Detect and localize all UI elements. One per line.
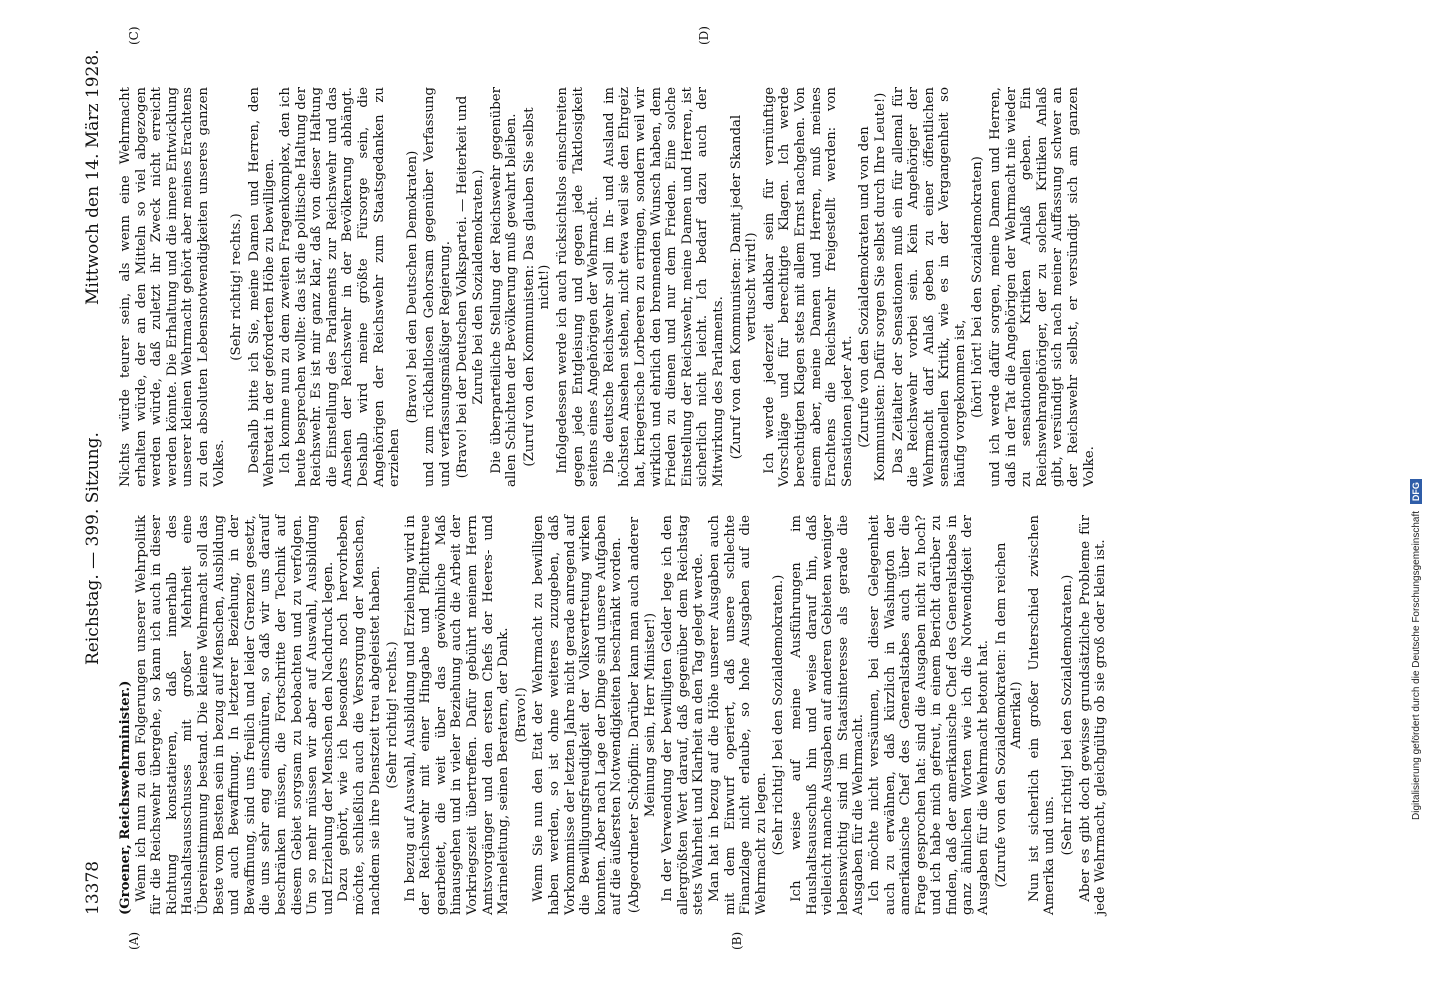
interjection: (Bravo!) — [513, 687, 529, 743]
paragraph: Die deutsche Reichswehr soll im In- und Ausland im höchsten Ansehen stehen, nicht etwa weil sie den Ehrgeiz hat, kriegerische Lorbeeren zu erringen, sondern weil wir wirklich und ehrlich den brennenden Wunsch haben, dem Frieden zu dienen und nur dem Frieden. Eine solche Einstellung der Reichswehr, meine Damen und Herren, ist sicherlich nicht leicht. Ich bedarf dazu auch der Mitwirkung des Parlaments. — [601, 87, 726, 487]
interjection: (hört! hört! bei den Sozialdemokraten) — [970, 156, 986, 418]
margin-marker-b: (B) — [730, 931, 744, 950]
paragraph: Deshalb bitte ich Sie, meine Damen und Herren, den Wehretat in der geforderten Höhe zu bewilligen. — [246, 87, 278, 487]
interjection: (Sehr richtig! rechts.) — [385, 641, 401, 789]
paragraph: Das Zeitalter der Sensationen muß ein für allemal für die Reichswehr vorbei sein. Kein Angehöriger der Wehrmacht darf Anlaß geben zu einer öffentlichen sensationellen Kritik, wie es in der Vergangenheit so häufig vorgekommen ist, — [890, 87, 968, 487]
right-column — [118, 87, 1308, 487]
paragraph: Nichts würde teurer sein, als wenn eine Wehrmacht erhalten würde, der an den Mitteln so viel abgezogen werden würde, daß zuletzt ihr Zweck nicht erreicht werden könnte. Die Erhaltung und die innere Entwicklung unserer kleinen Wehrmacht gehört aber meines Erachtens zu den absoluten Lebensnotwendigkeiten unseres ganzen Volkes. — [118, 87, 227, 487]
interjection: (Zuruf von den Kommunisten: Damit jeder Skandal vertuscht wird!) — [728, 114, 760, 460]
margin-marker-c: (C) — [127, 26, 141, 45]
interjection: (Zurufe von den Sozialdemokraten: In dem reichen Amerika!) — [993, 542, 1025, 888]
paragraph: Die überparteiliche Stellung der Reichswehr gegenüber allen Schichten der Bevölkerung muß gewahrt bleiben. — [488, 87, 520, 487]
interjection: (Zurufe von den Sozialdemokraten und von den Kommunisten: Dafür sorgen Sie selbst durch Ihre Leute!) — [857, 92, 888, 482]
session-date: Mittwoch den 14. März 1928. — [83, 49, 103, 305]
interjection: (Sehr richtig! bei den Sozialdemokraten.) — [771, 574, 787, 856]
left-column — [118, 515, 1308, 915]
margin-marker-a: (A) — [127, 931, 141, 950]
paragraph: Nun ist sicherlich ein großer Unterschied zwischen Amerika und uns. — [1026, 515, 1058, 915]
paragraph: Ich werde jederzeit dankbar sein für vernünftige Vorschläge und für berechtigte Klagen. Ich werde berechtigten Klagen stets mit allem Ernst nachgehen. Von einem aber, meine Damen und Herren, muß meines Erachtens die Reichswehr freigestellt werden: von Sensationen jeder Art. — [761, 87, 855, 487]
paragraph: Wenn ich nun zu den Folgerungen unserer Wehrpolitik für die Reichswehr übergehe, so kann ich auch in dieser Richtung konstatieren, daß innerhalb des Haushaltsausschusses mit großer Mehrheit eine Übereinstimmung bestand. Die kleine Wehrmacht soll das Beste vom Besten sein in bezug auf Menschen, Ausbildung und auch Bewaffnung. In letzterer Beziehung, in der Bewaffnung, sind uns freilich und leider Grenzen gesetzt, die uns sehr eng einschnüren, so daß wir uns darauf beschränken müssen, die Fortschritte der Technik auf diesem Gebiet sorgsam zu beobachten und zu verfolgen. Um so mehr müssen wir aber auf Auswahl, Ausbildung und Erziehung der Menschen den Nachdruck legen. — [133, 515, 336, 915]
paragraph: Infolgedessen werde ich auch rücksichtslos einschreiten gegen jede Entgleisung und gegen jede Taktlosigkeit seitens eines Angehörigen der Wehrmacht. — [555, 87, 602, 487]
paragraph: Man hat in bezug auf die Höhe unserer Ausgaben auch mit dem Einwurf operiert, daß unsere schlechte Finanzlage nicht erlaube, so hohe Ausgaben auf die Wehrmacht zu legen. — [706, 515, 769, 915]
paragraph: und zum rückhaltlosen Gehorsam gegenüber Verfassung und verfassungsmäßiger Regierung. — [422, 87, 453, 487]
speaker-label: (Groener, Reichswehrminister.) — [118, 680, 133, 915]
interjection: (Abgeordneter Schöpflin: Darüber kann man auch anderer Meinung sein, Herr Minister!) — [627, 516, 658, 914]
margin-marker-d: (D) — [697, 26, 711, 45]
session-title: Reichstag. — 399. Sitzung. — [83, 432, 103, 665]
page-number: 13378 — [83, 860, 103, 915]
paragraph: Aber es gibt doch gewisse grundsätzliche Probleme für jede Wehrmacht, gleichgültig ob sie groß oder klein ist. — [1077, 515, 1109, 915]
interjection: (Zuruf von den Kommunisten: Das glauben Sie selbst nicht!) — [521, 107, 553, 467]
paragraph: In der Verwendung der bewilligten Gelder lege ich den allergrößten Wert darauf, daß gegenüber dem Reichstag stets Wahrheit und Klarheit an den Tag gelegt werde. — [660, 515, 707, 915]
interjection: (Bravo! bei der Deutschen Volkspartei. — Heiterkeit und Zurufe bei den Sozialdemokraten.) — [455, 95, 487, 479]
paragraph: Ich möchte nicht versäumen, bei dieser Gelegenheit auch zu erwähnen, daß kürzlich in Washington der amerikanische Chef des Generalstabes auch über die Frage gesprochen hat: sind die Ausgaben nicht zu hoch? und ich habe mich gefreut, in einem Bericht darüber zu finden, daß der amerikanische Chef des Generalstabes in ganz ähnlichen Worten wie ich die Notwendigkeit der Ausgaben für die Wehrmacht betont hat. — [866, 515, 992, 915]
dfg-logo: DFG — [1410, 479, 1422, 504]
interjection: (Bravo! bei den Deutschen Demokraten) — [404, 150, 420, 424]
paragraph: Ich weise auf meine Ausführungen im Haushaltsausschuß hin und weise darauf hin, daß vielleicht manche Ausgaben auf anderen Gebieten weniger lebenswichtig sind im Staatsinteresse als gerade die Ausgaben für die Wehrmacht. — [788, 515, 867, 915]
interjection: (Sehr richtig! bei den Sozialdemokraten.) — [1060, 574, 1076, 856]
paragraph: und ich werde dafür sorgen, meine Damen und Herren, daß in der Tat die Angehörigen der Wehrmacht nie wieder zu sensationellen Kritiken Anlaß geben. Ein Reichswehrangehöriger, der zu solchen Kritiken Anlaß gibt, versündigt sich nach meiner Auffassung schwer an der Reichswehr selbst, er versündigt sich am ganzen Volke. — [988, 87, 1097, 487]
paragraph: Ich komme nun zu dem zweiten Fragenkomplex, den ich heute besprechen wollte: das ist die politische Haltung der Reichswehr. Es ist mir ganz klar, daß von dieser Haltung die Einstellung des Parlaments zur Reichswehr und das Ansehen der Reichswehr in der Bevölkerung abhängt. Deshalb wird meine größte Fürsorge sein, die Angehörigen der Reichswehr zum Staatsgedanken zu erziehen — [277, 87, 403, 487]
paragraph: In bezug auf Auswahl, Ausbildung und Erziehung wird in der Reichswehr mit einer Hingabe und Pflichttreue gearbeitet, die weit über das gewöhnliche Maß hinausgehen und in vieler Beziehung auch die Arbeit der Vorkriegszeit übertreffen. Dafür gebührt meinem Herrn Amtsvorgänger und den ersten Chefs der Heeres- und Marineleitung, seinen Beratern, der Dank. — [402, 515, 512, 915]
interjection: (Sehr richtig! rechts.) — [229, 213, 245, 361]
digitization-credit — [1410, 0, 1430, 820]
page-header — [83, 49, 113, 915]
paragraph: Wenn Sie nun den Etat der Wehrmacht zu bewilligen haben werden, so ist ohne weiteres zuzugeben, daß Vorkommnisse der letzten Jahre nicht gerade anregend auf die Bewilligungsfreudigkeit der Volksvertretung wirken konnten. Aber nach Lage der Dinge sind unsere Aufgaben auf die äußersten Notwendigkeiten beschränkt worden. — [531, 515, 625, 915]
credit-text: Digitalisierung gefördert durch die Deutsche Forschungsgemeinschaft — [1411, 510, 1422, 820]
paragraph: Dazu gehört, wie ich besonders noch hervorheben möchte, schließlich auch die Versorgung der Menschen, nachdem sie ihre Dienstzeit treu abgeleistet haben. — [336, 515, 383, 915]
